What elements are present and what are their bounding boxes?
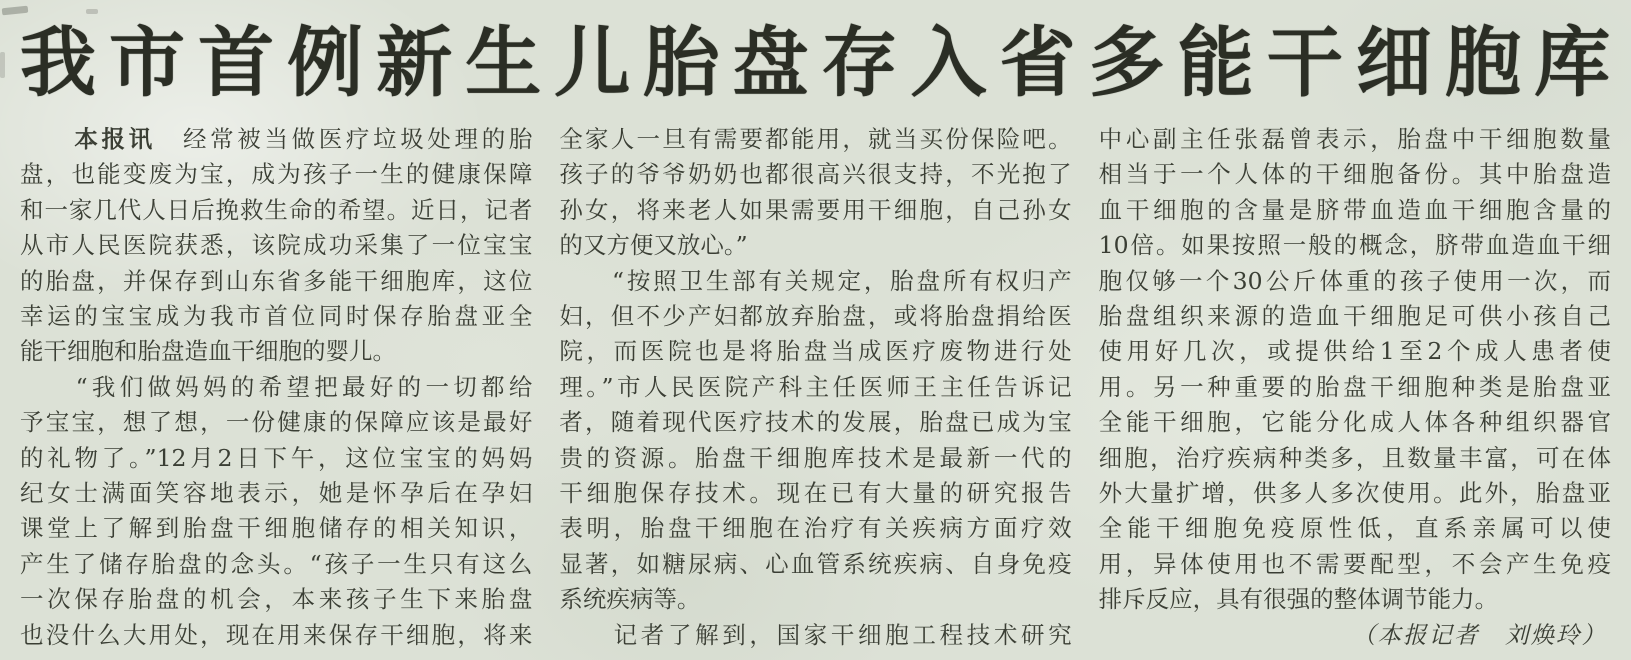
text-segment: 纪女士满面笑容地表示，她是怀孕后在孕妇: [20, 478, 533, 507]
text-segment: 也没什么大用处，现在用来保存干细胞，将来: [20, 620, 533, 649]
text-segment: 孙女，将来老人如果需要用干细胞，自己孙女: [559, 195, 1072, 224]
text-segment: 从市人民医院获悉，该院成功采集了一位宝宝: [20, 231, 533, 260]
text-line: [20, 299, 532, 334]
text-line: [1099, 334, 1611, 369]
text-line: [559, 511, 1071, 546]
article-byline: （本报记者 刘焕玲）: [1351, 620, 1607, 649]
text-line: [1099, 511, 1611, 546]
text-line: [1099, 547, 1611, 582]
scan-artifact: [2, 6, 29, 16]
text-segment: 的又方便又放心。”: [559, 231, 748, 260]
scan-artifact: [0, 52, 5, 78]
text-line: [20, 405, 532, 440]
text-segment: [20, 125, 74, 153]
text-line: [1099, 405, 1611, 440]
text-line: [20, 157, 532, 192]
text-line: [20, 264, 532, 299]
article-column-2: [559, 122, 1071, 653]
report-label: 本报讯: [74, 125, 156, 154]
text-segment: 者，随着现代医疗技术的发展，胎盘已成为宝: [559, 408, 1072, 437]
text-line: [559, 405, 1071, 440]
text-line: [1099, 122, 1611, 157]
text-line: [20, 228, 532, 263]
text-line: [559, 193, 1071, 228]
text-line: [559, 122, 1071, 157]
text-segment: “按照卫生部有关规定，胎盘所有权归产: [559, 266, 1072, 295]
text-segment: 细胞，治疗疾病种类多，且数量丰富，可在体: [1098, 443, 1611, 472]
text-line: [1099, 157, 1611, 192]
text-line: [20, 441, 532, 476]
text-segment: 孩子的爷爷奶奶也都很高兴很支持，不光抱了: [559, 160, 1072, 189]
text-line: [20, 476, 532, 511]
article-headline: 我市首例新生儿胎盘存入省多能干细胞库: [20, 18, 1611, 107]
text-line: [1099, 370, 1611, 405]
text-segment: 全能干细胞，它能分化成人体各种组织器官: [1098, 408, 1611, 437]
text-segment: 系统疾病等。: [559, 585, 701, 614]
text-line: [20, 193, 532, 228]
text-segment: 课堂上了解到胎盘干细胞储存的相关知识，: [20, 514, 533, 543]
text-line: [559, 370, 1071, 405]
text-segment: 理。”市人民医院产科主任医师王主任告诉记: [559, 372, 1072, 401]
text-segment: “我们做妈妈的希望把最好的一切都给: [20, 372, 533, 401]
text-line: [20, 618, 532, 653]
text-segment: 全能干细胞免疫原性低，直系亲属可以使: [1098, 514, 1611, 543]
text-segment: 妇，但不少产妇都放弃胎盘，或将胎盘捐给医: [559, 302, 1072, 331]
text-line: [20, 582, 532, 617]
text-segment: 全家人一旦有需要都能用，就当买份保险吧。: [559, 125, 1072, 154]
text-line: [1099, 264, 1611, 299]
text-segment: 用。另一种重要的胎盘干细胞种类是胎盘亚: [1098, 372, 1611, 401]
text-line: [1099, 193, 1611, 228]
article-body: [20, 122, 1611, 653]
text-segment: 10倍。如果按照一般的概念，脐带血造血干细: [1098, 231, 1611, 260]
text-line: [20, 370, 532, 405]
text-line: [559, 157, 1071, 192]
article-column-3: [1099, 122, 1611, 653]
text-line: [1099, 476, 1611, 511]
text-line: [559, 264, 1071, 299]
text-line: [20, 547, 532, 582]
text-line: [1099, 228, 1611, 263]
text-line: [1099, 441, 1611, 476]
text-segment: 胞仅够一个30公斤体重的孩子使用一次，而: [1098, 266, 1611, 295]
text-segment: 一次保存胎盘的机会，本来孩子生下来胎盘: [20, 585, 533, 614]
text-line: [559, 476, 1071, 511]
text-line: [559, 547, 1071, 582]
text-segment: 记者了解到，国家干细胞工程技术研究: [559, 620, 1072, 649]
text-segment: 能干细胞和胎盘造血干细胞的婴儿。: [20, 337, 396, 366]
text-line: [1099, 582, 1611, 617]
text-segment: 幸运的宝宝成为我市首位同时保存胎盘亚全: [20, 302, 533, 331]
text-line: [559, 228, 1071, 263]
text-segment: 产生了储存胎盘的念头。“孩子一生只有这么: [20, 549, 533, 578]
text-segment: 盘，也能变废为宝，成为孩子一生的健康保障: [20, 160, 533, 189]
text-segment: 排斥反应，具有很强的整体调节能力。: [1098, 585, 1499, 614]
text-line: [20, 122, 532, 157]
text-segment: 使用好几次，或提供给1至2个成人患者使: [1098, 337, 1611, 366]
text-segment: 和一家几代人日后挽救生命的希望。近日，记者: [20, 195, 533, 224]
text-line: [559, 334, 1071, 369]
text-segment: 的礼物了。”12月2日下午，这位宝宝的妈妈: [20, 443, 533, 472]
text-line: [559, 441, 1071, 476]
text-segment: 贵的资源。胎盘干细胞库技术是最新一代的: [559, 443, 1072, 472]
scan-artifact: [86, 9, 98, 14]
text-line: [20, 334, 532, 369]
text-segment: 经常被当做医疗垃圾处理的胎: [155, 125, 533, 154]
text-segment: 予宝宝，想了想，一份健康的保障应该是最好: [20, 408, 533, 437]
text-segment: 显著，如糖尿病、心血管系统疾病、自身免疫: [559, 549, 1072, 578]
text-segment: 胎盘组织来源的造血干细胞足可供小孩自己: [1098, 302, 1611, 331]
text-segment: 院，而医院也是将胎盘当成医疗废物进行处: [559, 337, 1072, 366]
text-line: [1099, 299, 1611, 334]
text-segment: 干细胞保存技术。现在已有大量的研究报告: [559, 478, 1072, 507]
text-line: [559, 582, 1071, 617]
text-line: [20, 511, 532, 546]
text-segment: 表明，胎盘干细胞在治疗有关疾病方面疗效: [559, 514, 1072, 543]
text-segment: 血干细胞的含量是脐带血造血干细胞含量的: [1098, 195, 1611, 224]
text-line: [559, 299, 1071, 334]
text-segment: 的胎盘，并保存到山东省多能干细胞库，这位: [20, 266, 533, 295]
text-line: [559, 618, 1071, 653]
text-segment: 相当于一个人体的干细胞备份。其中胎盘造: [1098, 160, 1611, 189]
text-segment: 外大量扩增，供多人多次使用。此外，胎盘亚: [1098, 478, 1611, 507]
text-segment: 用，异体使用也不需要配型，不会产生免疫: [1098, 549, 1611, 578]
article-column-1: [20, 122, 532, 653]
text-segment: 中心副主任张磊曾表示，胎盘中干细胞数量: [1098, 125, 1611, 154]
